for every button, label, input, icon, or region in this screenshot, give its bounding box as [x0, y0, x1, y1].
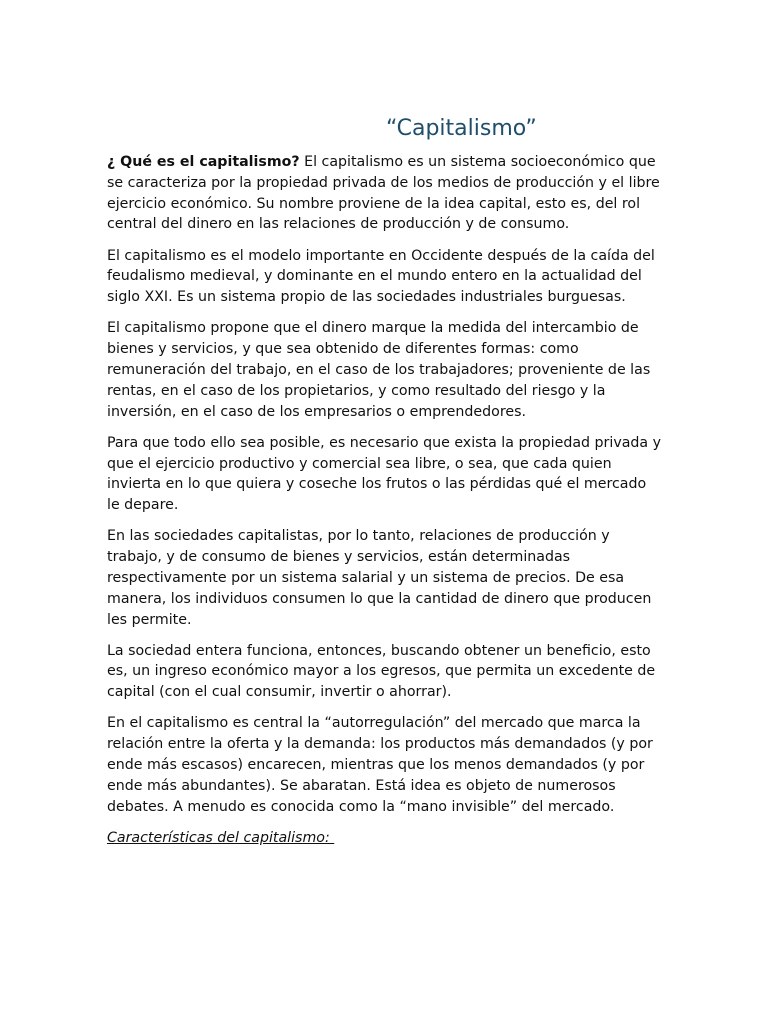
body-paragraph: En el capitalismo es central la “autorregulación” del mercado que marca la relación entre la oferta y la demanda: los productos más demandados (y por ende más escasos) encarecen, mientras que los menos demandados (y por ende más abundantes). Se abaratan. Está idea es objeto de numerosos debates. A menudo es conocida como la “mano invisible” del mercado. [107, 715, 653, 815]
body-paragraph: El capitalismo propone que el dinero marque la medida del intercambio de bienes y servicios, y que sea obtenido de diferentes formas: como remuneración del trabajo, en el caso de los trabajadores; proveniente de las rentas, en el caso de los propietarios, y como resultado del riesgo y la inversión, en el caso de los empresarios o emprendedores. [107, 320, 651, 420]
document-page [107, 112, 663, 849]
body-paragraph: La sociedad entera funciona, entonces, buscando obtener un beneficio, esto es, un ingreso económico mayor a los egresos, que permita un excedente de capital (con el cual consumir, invertir o ahorrar). [107, 642, 656, 701]
section-heading: Características del capitalismo: [107, 829, 335, 846]
body-paragraph: En las sociedades capitalistas, por lo tanto, relaciones de producción y trabajo, y de consumo de bienes y servicios, están determinadas respectivamente por un sistema salarial y un sistema de precios. De esa manera, los individuos consumen lo que la cantidad de dinero que producen les permite. [107, 528, 652, 628]
body-paragraph: Para que todo ello sea posible, es necesario que exista la propiedad privada y que el ejercicio productivo y comercial sea libre, o sea, que cada quien invierta en lo que quiera y coseche los frutos o las pérdidas qué el mercado le depare. [107, 434, 662, 514]
intro-paragraph [107, 152, 663, 235]
intro-question: ¿ Qué es el capitalismo? [107, 154, 300, 170]
document-title: “Capitalismo” [386, 116, 537, 141]
intro-text: El capitalismo es un sistema socioeconómico que se caracteriza por la propiedad privada de los medios de producción y el libre ejercicio económico. Su nombre proviene de la idea capital, esto es, del rol central del dinero en las relaciones de producción y de consumo. [107, 154, 660, 233]
body-paragraph: El capitalismo es el modelo importante en Occidente después de la caída del feudalismo medieval, y dominante en el mundo entero en la actualidad del siglo XXI. Es un sistema propio de las sociedades industriales burguesas. [107, 247, 655, 306]
